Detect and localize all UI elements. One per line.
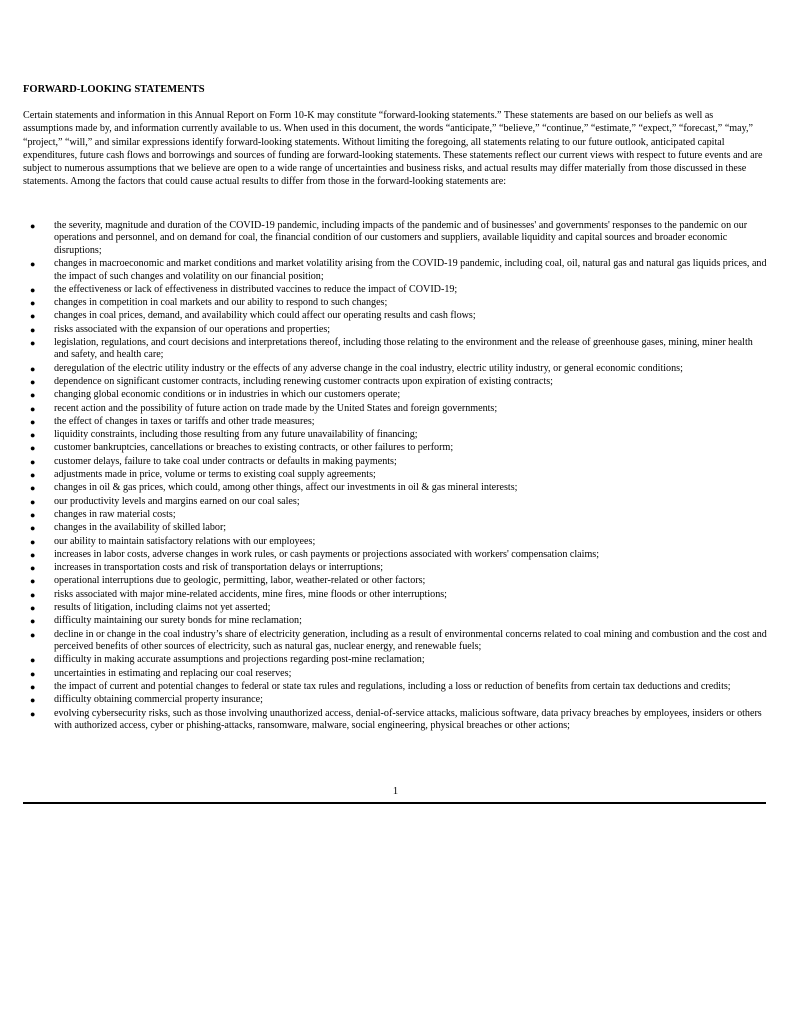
page-bottom-rule xyxy=(23,802,766,804)
list-item xyxy=(23,522,768,534)
bullet-icon: ● xyxy=(30,284,36,295)
list-item xyxy=(23,482,768,494)
list-item xyxy=(23,615,768,627)
list-item-text: the effectiveness or lack of effectiveness in distributed vaccines to reduce the impact of COVID-19; xyxy=(54,283,458,295)
list-item-text: decline in or change in the coal industry’s share of electricity generation, including as a result of environmental concerns related to coal mining and combustion and the cost and perceived benefits of other sources of electricity, such as natural gas, nuclear energy, and renewable fuels; xyxy=(54,628,767,653)
list-item xyxy=(23,324,768,336)
list-item xyxy=(23,668,768,680)
bullet-icon: ● xyxy=(30,589,36,600)
list-item-text: changes in oil & gas prices, which could, among other things, affect our investments in oil & gas mineral interests; xyxy=(54,482,518,494)
list-item-text: changes in raw material costs; xyxy=(54,508,176,520)
list-item-text: liquidity constraints, including those resulting from any future unavailability of financing; xyxy=(54,429,418,441)
bullet-icon: ● xyxy=(30,681,36,692)
bullet-icon: ● xyxy=(30,576,36,587)
list-item xyxy=(23,220,768,257)
list-item-text: changes in the availability of skilled labor; xyxy=(54,522,227,534)
bullet-icon: ● xyxy=(30,655,36,666)
bullet-icon: ● xyxy=(30,536,36,547)
list-item xyxy=(23,562,768,574)
bullet-icon: ● xyxy=(30,430,36,441)
list-item-text: increases in transportation costs and risk of transportation delays or interruptions; xyxy=(54,562,384,574)
list-item-text: risks associated with the expansion of our operations and properties; xyxy=(54,323,331,335)
list-item xyxy=(23,629,768,654)
list-item-text: difficulty obtaining commercial property insurance; xyxy=(54,694,263,706)
list-item xyxy=(23,284,768,296)
bullet-icon: ● xyxy=(30,695,36,706)
bullet-icon: ● xyxy=(30,456,36,467)
list-item-text: increases in labor costs, adverse changes in work rules, or cash payments or projections associated with workers' compensation claims; xyxy=(54,548,600,560)
list-item-text: the severity, magnitude and duration of the COVID-19 pandemic, including impacts of the pandemic and of businesses' and governments' responses to the pandemic on our operations and personnel, and on demand for coal, the financial condition of our customers and suppliers, available liquidity and capital sources and broader economic disruptions; xyxy=(54,220,748,256)
bullet-icon: ● xyxy=(30,298,36,309)
list-item-text: recent action and the possibility of future action on trade made by the United States and foreign governments; xyxy=(54,402,498,414)
list-item xyxy=(23,456,768,468)
bullet-icon: ● xyxy=(30,403,36,414)
bullet-icon: ● xyxy=(30,668,36,679)
list-item-text: dependence on significant customer contracts, including renewing customer contracts upon expiration of existing contracts; xyxy=(54,376,553,387)
list-item xyxy=(23,654,768,666)
bullet-icon: ● xyxy=(30,221,36,231)
bullet-icon: ● xyxy=(30,563,36,574)
list-item-text: changes in competition in coal markets and our ability to respond to such changes; xyxy=(54,297,388,309)
bullet-icon: ● xyxy=(30,708,36,719)
bullet-icon: ● xyxy=(30,416,36,427)
list-item xyxy=(23,429,768,441)
bullet-icon: ● xyxy=(30,483,36,494)
bullet-icon: ● xyxy=(30,443,36,454)
list-item xyxy=(23,509,768,521)
bullet-icon: ● xyxy=(30,616,36,627)
list-item-text: changing global economic conditions or in industries in which our customers operate; xyxy=(54,389,401,401)
list-item-text: our productivity levels and margins earned on our coal sales; xyxy=(54,495,300,507)
list-item-text: legislation, regulations, and court decisions and interpretations thereof, including those relating to the environment and the release of greenhouse gases, mining, miner health and safety, and health care; xyxy=(54,337,753,361)
list-item xyxy=(23,297,768,309)
bullet-icon: ● xyxy=(30,470,36,481)
bullet-icon: ● xyxy=(30,603,36,614)
list-item xyxy=(23,376,768,388)
bullet-icon: ● xyxy=(30,311,36,322)
list-item xyxy=(23,469,768,481)
list-item xyxy=(23,337,768,362)
list-item xyxy=(23,442,768,454)
section-heading: FORWARD-LOOKING STATEMENTS xyxy=(23,84,205,95)
list-item-text: customer delays, failure to take coal under contracts or defaults in making payments; xyxy=(54,455,397,467)
list-item-text: operational interruptions due to geologic, permitting, labor, weather-related or other factors; xyxy=(54,575,426,587)
list-item-text: difficulty in making accurate assumptions and projections regarding post-mine reclamation; xyxy=(54,654,425,666)
bullet-icon: ● xyxy=(30,390,36,401)
bullet-icon: ● xyxy=(30,523,36,534)
bullet-icon: ● xyxy=(30,259,36,270)
page-number: 1 xyxy=(392,786,399,797)
list-item xyxy=(23,681,768,693)
list-item xyxy=(23,363,768,375)
list-item-text: the impact of current and potential changes to federal or state tax rules and regulations, including a loss or reduction of benefits from certain tax deductions and credits; xyxy=(54,680,731,692)
list-item xyxy=(23,589,768,601)
intro-paragraph: Certain statements and information in this Annual Report on Form 10-K may constitute “forward-looking statements.” These statements are based on our beliefs as well as assumptions made by, and information currently available to us. When used in this document, the words “anticipate,” “believe,” “continue,” “estimate,” “expect,” “forecast,” “may,” “project,” “will,” and similar expressions identify forward-looking statements. Without limiting the foregoing, all statements relating to our future outlook, anticipated capital expenditures, future cash flows and borrowings and sources of funding are forward-looking statements. These statements reflect our current views with respect to future events and are subject to numerous assumptions that we believe are open to a wide range of uncertainties and business risks, and actual results may differ materially from those discussed in these statements. Among the factors that could cause actual results to differ from those in the forward-looking statements are: xyxy=(23,110,763,188)
list-item xyxy=(23,496,768,508)
list-item-text: the effect of changes in taxes or tariffs and other trade measures; xyxy=(54,415,315,427)
bullet-icon: ● xyxy=(30,338,36,348)
list-item xyxy=(23,708,768,733)
bullet-icon: ● xyxy=(30,377,36,387)
bullet-icon: ● xyxy=(30,324,36,335)
bullet-icon: ● xyxy=(30,549,36,560)
list-item-text: results of litigation, including claims not yet asserted; xyxy=(54,602,271,614)
list-item-text: customer bankruptcies, cancellations or breaches to existing contracts, or other failures to perform; xyxy=(54,442,454,454)
bullet-icon: ● xyxy=(30,363,36,374)
bullet-icon: ● xyxy=(30,496,36,507)
list-item-text: our ability to maintain satisfactory relations with our employees; xyxy=(54,535,316,547)
bullet-icon: ● xyxy=(30,629,36,640)
list-item-text: risks associated with major mine-related accidents, mine fires, mine floods or other interruptions; xyxy=(54,588,447,600)
list-item-text: deregulation of the electric utility industry or the effects of any adverse change in the coal industry, electric utility industry, or general economic conditions; xyxy=(54,362,683,374)
list-item-text: uncertainties in estimating and replacing our coal reserves; xyxy=(54,667,292,679)
list-item xyxy=(23,602,768,614)
list-item xyxy=(23,416,768,428)
list-item-text: changes in macroeconomic and market conditions and market volatility arising from the COVID-19 pandemic, including coal, oil, natural gas and natural gas liquids prices, and the impact of such changes and volatility on our financial position; xyxy=(54,258,767,282)
list-item xyxy=(23,536,768,548)
list-item-text: adjustments made in price, volume or terms to existing coal supply agreements; xyxy=(54,469,376,481)
list-item xyxy=(23,389,768,401)
list-item-text: changes in coal prices, demand, and availability which could affect our operating results and cash flows; xyxy=(54,310,476,322)
list-item-text: difficulty maintaining our surety bonds for mine reclamation; xyxy=(54,615,302,627)
risk-factor-list xyxy=(23,220,768,733)
list-item xyxy=(23,549,768,561)
bullet-icon: ● xyxy=(30,509,36,520)
list-item xyxy=(23,694,768,706)
list-item xyxy=(23,310,768,322)
list-item xyxy=(23,575,768,587)
list-item-text: evolving cybersecurity risks, such as those involving unauthorized access, denial-of-service attacks, malicious software, data privacy breaches by employees, insiders or others with authorized access, cyber or phishing-attacks, ransomware, malware, social engineering, physical breaches or other actions; xyxy=(54,707,762,731)
list-item xyxy=(23,403,768,415)
list-item xyxy=(23,258,768,283)
